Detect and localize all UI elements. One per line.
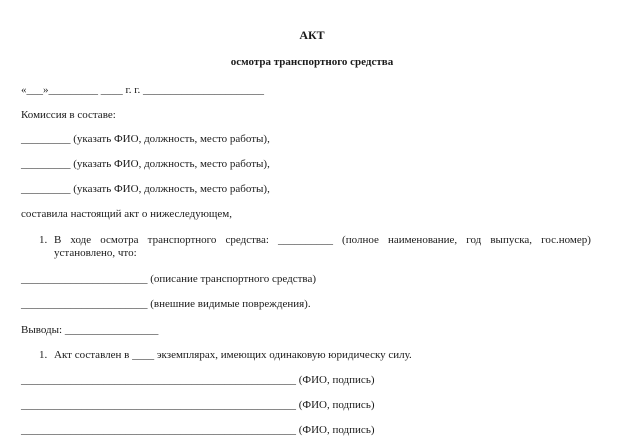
inspection-word: В [54, 234, 62, 246]
inspection-item-number: 1. [39, 234, 48, 246]
inspection-word: средства: [225, 234, 269, 246]
inspection-word: транспортного [147, 234, 217, 246]
inspection-word: ходе [70, 234, 92, 246]
inspection-word: (полное [342, 234, 379, 246]
inspection-word: __________ [277, 234, 333, 246]
inspection-item-line-1 [54, 234, 591, 247]
inspection-item [39, 234, 591, 260]
commission-member-3: _________ (указать ФИО, должность, место работы), [21, 183, 270, 195]
inspection-word: наименование, [387, 234, 458, 246]
inspection-word: гос.номер) [541, 234, 591, 246]
signature-line-2: __________________________________________________ (ФИО, подпись) [21, 399, 375, 411]
date-line: «___»_________ ____ г. г. ______________________ [21, 84, 265, 96]
compiled-statement: составила настоящий акт о нижеследующем, [21, 208, 232, 220]
commission-member-1: _________ (указать ФИО, должность, место работы), [21, 133, 270, 145]
copies-item-number: 1. [39, 349, 48, 361]
conclusions-line: Выводы: _________________ [21, 324, 159, 336]
commission-intro: Комиссия в составе: [21, 109, 116, 121]
document-subtitle: осмотра транспортного средства [230, 56, 394, 68]
inspection-word: год [466, 234, 482, 246]
visible-damage-line: _______________________ (внешние видимые повреждения). [21, 298, 311, 310]
inspection-word: осмотра [100, 234, 139, 246]
commission-member-2: _________ (указать ФИО, должность, место работы), [21, 158, 270, 170]
copies-item-text: Акт составлен в ____ экземплярах, имеющих одинаковую юридическу силу. [54, 349, 412, 361]
copies-item [39, 349, 591, 362]
signature-line-3: __________________________________________________ (ФИО, подпись) [21, 424, 375, 436]
signature-line-1: __________________________________________________ (ФИО, подпись) [21, 374, 375, 386]
inspection-word: выпуска, [490, 234, 533, 246]
inspection-item-line-2: установлено, что: [54, 247, 137, 259]
vehicle-description-line: _______________________ (описание транспортного средства) [21, 273, 317, 285]
document-title: АКТ [299, 28, 325, 42]
